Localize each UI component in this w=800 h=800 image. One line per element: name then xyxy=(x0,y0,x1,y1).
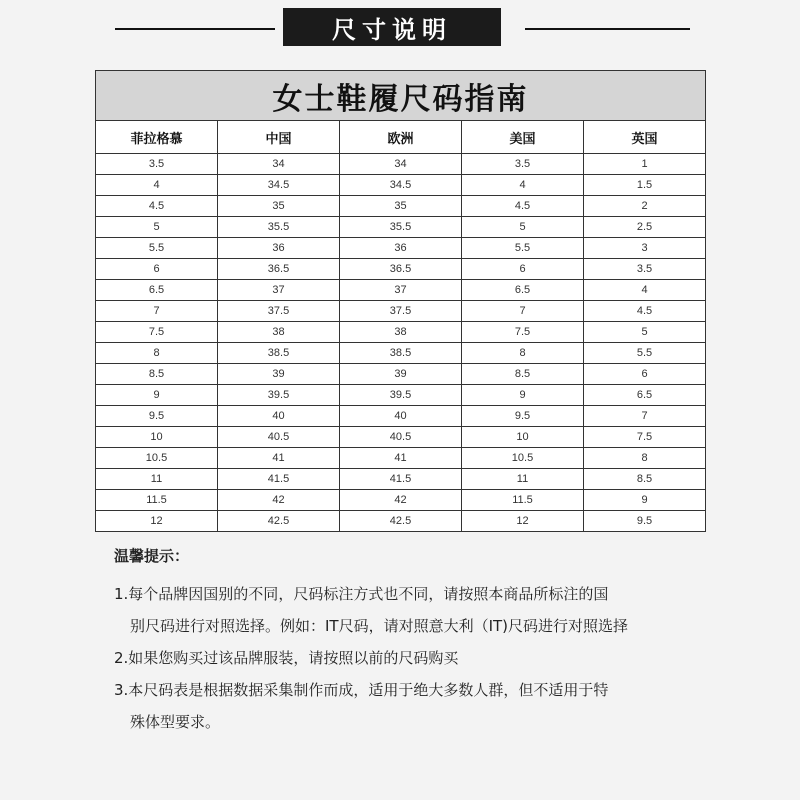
table-cell: 42 xyxy=(218,490,340,511)
tip-item-2 xyxy=(114,642,714,674)
table-cell: 4.5 xyxy=(96,196,218,217)
tip-item-1 xyxy=(114,578,714,642)
table-cell: 38 xyxy=(218,322,340,343)
table-row xyxy=(96,469,706,490)
table-cell: 10.5 xyxy=(462,448,584,469)
table-cell: 12 xyxy=(462,511,584,532)
table-cell: 7 xyxy=(96,301,218,322)
table-cell: 38 xyxy=(340,322,462,343)
table-cell: 6.5 xyxy=(462,280,584,301)
table-cell: 40.5 xyxy=(340,427,462,448)
table-cell: 34.5 xyxy=(340,175,462,196)
table-cell: 7.5 xyxy=(462,322,584,343)
table-cell: 1.5 xyxy=(584,175,706,196)
table-cell: 7 xyxy=(584,406,706,427)
table-cell: 35 xyxy=(218,196,340,217)
tip-line-continued: 别尺码进行对照选择。例如：IT尺码，请对照意大利（IT)尺码进行对照选择 xyxy=(130,617,629,635)
table-row xyxy=(96,154,706,175)
table-cell: 36 xyxy=(340,238,462,259)
table-cell: 41 xyxy=(340,448,462,469)
table-cell: 42.5 xyxy=(218,511,340,532)
table-cell: 40 xyxy=(218,406,340,427)
table-cell: 7 xyxy=(462,301,584,322)
table-cell: 8.5 xyxy=(462,364,584,385)
column-header-uk: 英国 xyxy=(584,121,706,154)
table-cell: 3.5 xyxy=(584,259,706,280)
table-row xyxy=(96,238,706,259)
table-cell: 10 xyxy=(96,427,218,448)
table-row xyxy=(96,406,706,427)
table-cell: 5.5 xyxy=(584,343,706,364)
table-row xyxy=(96,364,706,385)
table-cell: 4 xyxy=(462,175,584,196)
table-row xyxy=(96,448,706,469)
table-cell: 9 xyxy=(96,385,218,406)
table-cell: 5 xyxy=(462,217,584,238)
table-cell: 3.5 xyxy=(462,154,584,175)
size-chart-table xyxy=(95,70,706,532)
table-cell: 3 xyxy=(584,238,706,259)
tips-section xyxy=(114,545,714,738)
table-row xyxy=(96,196,706,217)
table-cell: 7.5 xyxy=(96,322,218,343)
table-cell: 4 xyxy=(584,280,706,301)
table-row xyxy=(96,301,706,322)
table-cell: 34 xyxy=(340,154,462,175)
table-header-row xyxy=(96,121,706,154)
tip-line: 1.每个品牌因国别的不同，尺码标注方式也不同，请按照本商品所标注的国 xyxy=(114,585,609,603)
table-cell: 37.5 xyxy=(218,301,340,322)
table-cell: 41.5 xyxy=(340,469,462,490)
table-cell: 1 xyxy=(584,154,706,175)
tips-title: 温馨提示： xyxy=(114,547,190,565)
table-cell: 8.5 xyxy=(584,469,706,490)
table-cell: 8 xyxy=(96,343,218,364)
table-cell: 34 xyxy=(218,154,340,175)
table-cell: 11.5 xyxy=(96,490,218,511)
table-row xyxy=(96,322,706,343)
table-cell: 9 xyxy=(584,490,706,511)
table-row xyxy=(96,280,706,301)
table-cell: 39 xyxy=(218,364,340,385)
table-cell: 6.5 xyxy=(96,280,218,301)
table-cell: 39 xyxy=(340,364,462,385)
table-cell: 5 xyxy=(584,322,706,343)
table-cell: 36 xyxy=(218,238,340,259)
table-cell: 5.5 xyxy=(462,238,584,259)
table-row xyxy=(96,259,706,280)
table-row xyxy=(96,490,706,511)
table-cell: 8 xyxy=(584,448,706,469)
table-cell: 9.5 xyxy=(462,406,584,427)
table-cell: 4.5 xyxy=(462,196,584,217)
table-cell: 2.5 xyxy=(584,217,706,238)
table-cell: 38.5 xyxy=(218,343,340,364)
table-row xyxy=(96,343,706,364)
header-divider-left xyxy=(115,28,275,30)
section-header xyxy=(0,8,800,46)
table-cell: 8 xyxy=(462,343,584,364)
table-cell: 36.5 xyxy=(218,259,340,280)
table-cell: 7.5 xyxy=(584,427,706,448)
table-cell: 39.5 xyxy=(340,385,462,406)
table-cell: 37.5 xyxy=(340,301,462,322)
table-cell: 41 xyxy=(218,448,340,469)
table-cell: 40 xyxy=(340,406,462,427)
table-row xyxy=(96,385,706,406)
table-cell: 10 xyxy=(462,427,584,448)
table-cell: 35 xyxy=(340,196,462,217)
table-cell: 42 xyxy=(340,490,462,511)
table-row xyxy=(96,427,706,448)
column-header-us: 美国 xyxy=(462,121,584,154)
table-cell: 36.5 xyxy=(340,259,462,280)
column-header-ferragamo: 菲拉格慕 xyxy=(96,121,218,154)
tip-line: 2.如果您购买过该品牌服装，请按照以前的尺码购买 xyxy=(114,649,459,667)
table-cell: 41.5 xyxy=(218,469,340,490)
size-chart-title: 女士鞋履尺码指南 xyxy=(96,71,706,121)
table-cell: 2 xyxy=(584,196,706,217)
tip-line-continued: 殊体型要求。 xyxy=(130,713,221,731)
table-cell: 9.5 xyxy=(96,406,218,427)
table-cell: 42.5 xyxy=(340,511,462,532)
table-cell: 9.5 xyxy=(584,511,706,532)
table-row xyxy=(96,175,706,196)
table-cell: 4 xyxy=(96,175,218,196)
table-cell: 5.5 xyxy=(96,238,218,259)
table-cell: 38.5 xyxy=(340,343,462,364)
table-cell: 6.5 xyxy=(584,385,706,406)
table-cell: 3.5 xyxy=(96,154,218,175)
table-cell: 34.5 xyxy=(218,175,340,196)
table-cell: 8.5 xyxy=(96,364,218,385)
table-cell: 10.5 xyxy=(96,448,218,469)
table-cell: 6 xyxy=(462,259,584,280)
table-cell: 11 xyxy=(462,469,584,490)
table-cell: 5 xyxy=(96,217,218,238)
table-cell: 11 xyxy=(96,469,218,490)
table-cell: 9 xyxy=(462,385,584,406)
table-cell: 11.5 xyxy=(462,490,584,511)
column-header-china: 中国 xyxy=(218,121,340,154)
tip-line: 3.本尺码表是根据数据采集制作而成，适用于绝大多数人群，但不适用于特 xyxy=(114,681,609,699)
section-title: 尺寸说明 xyxy=(283,8,501,46)
table-row xyxy=(96,217,706,238)
table-cell: 35.5 xyxy=(340,217,462,238)
table-cell: 39.5 xyxy=(218,385,340,406)
table-cell: 37 xyxy=(218,280,340,301)
table-cell: 35.5 xyxy=(218,217,340,238)
table-row xyxy=(96,511,706,532)
tip-item-3 xyxy=(114,674,714,738)
table-cell: 4.5 xyxy=(584,301,706,322)
column-header-europe: 欧洲 xyxy=(340,121,462,154)
table-cell: 12 xyxy=(96,511,218,532)
table-cell: 6 xyxy=(96,259,218,280)
table-cell: 37 xyxy=(340,280,462,301)
table-cell: 6 xyxy=(584,364,706,385)
table-cell: 40.5 xyxy=(218,427,340,448)
header-divider-right xyxy=(525,28,690,30)
